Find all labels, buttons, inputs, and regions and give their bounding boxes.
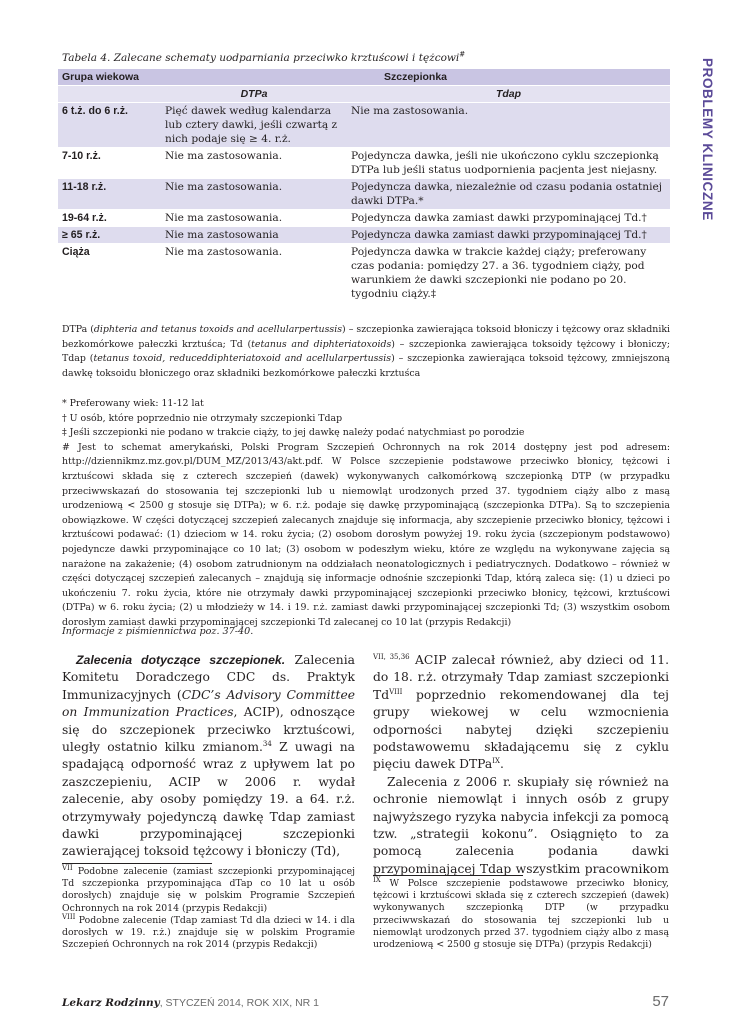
article-column-right: $^{VII, 35,36}$ ACIP zalecał również, aby dzieci od 11. do 18. r.ż. otrzymały Tdap zamiast szczepionki $Td^{VIII}$ poprzednio rekomendowanej dla tej grupy wiekowej w celu wzmocnienia odporności nabytej dzięki szczepieniu podstawowemu składającemu się z cyklu pięciu dawek DTPa$^{IX}$. Zalecenia z 2006 r. skupiały się również na ochronie niemowląt i innych osób z grupy najwyższego ryzyka nabycia infekcji za pomocą tzw. „strategii kokonu”. Osiągnięto to za pomocą zalecenia podania dawki przypominającej Tdap wszystkim pracownikom [373,652,669,876]
page-number: 57 [652,993,669,1010]
page-footer: Lekarz Rodzinny, STYCZEŃ 2014, ROK XIX, NR 1 [62,997,319,1009]
column-header-tdap: Tdap [347,86,670,102]
table-row: 19-64 r.ż. Nie ma zastosowania. Pojedyncza dawka zamiast dawki przypominającej Td.† [62,212,647,224]
section-title: PROBLEMY KLINICZNE [700,58,715,221]
footnotes-left: $^{VII}$ Podobne zalecenie (zamiast szczepionki przypominającej Td szczepionka przypominająca dTap co 10 lat u osób dorosłych) znajduje się w polskim Programie Szczepień Ochronnych na rok 2014 (przypis Redakcji) $^{VIII}$ Podobne zalecenie (Tdap zamiast Td dla dzieci w 14. i dla dorosłych w 19. r.ż.) znajduje się w polskim Programie Szczepień Ochronnych na rok 2014 (przypis Redakcji) [62,863,355,951]
table-note: ‡ Jeśli szczepionki nie podano w trakcie ciąży, to jej dawkę należy podać natychmiast po porodzie [62,427,525,439]
table-note: # Jest to schemat amerykański, Polski Program Szczepień Ochronnych na rok 2014 dostępny jest pod adresem: http://dziennikmz.mz.gov.pl/DUM_MZ/2013/43/akt.pdf. W Polsce szczepienie podstawowe przeciwko błonicy, tężcowi i krztuścowi składa się z czterech szczepień (dawek) wykonywanych całkomórkową szczepionką DTP (w przypadku przeciwwskazań do stosowania tej szczepionki lub u niemowląt urodzonych przed 37. tygodniem ciąży albo z masą urodzeniową < 2500 g stosuje się DTPa); w 6. r.ż. podaje się dawkę przypominającą (szczepionka DTPa). Są to szczepienia obowiązkowe. W części dotyczącej szczepień zalecanych znajduje się informacja, aby szczepienie przeciwko błonicy, tężcowi i krztuścowi podawać: (1) dzieciom w 14. roku życia; (2) osobom dorosłym powyżej 19. roku życia (szczepionym podstawowo) pojedyncze dawki przypominające co 10 lat; (3) osobom w podeszłym wieku, które ze względu na wykonywane zajęcia są narażone na zakażenie; (4) osobom zatrudnionym na oddziałach neonatologicznych i pediatrycznych. Dodatkowo – również w części dotyczącej szczepień zalecanych – znajdują się informacje odnośnie szczepionki Tdap, którą zaleca się: (1) u dzieci po ukończeniu 7. roku życia, które nie otrzymały dawki przypominającej szczepionki przeciwko błonicy, tężcowi, krztuścowi (DTPa) w 6. roku życia; (2) u młodzieży w 14. i 19. r.ż. zamiast dawki przypominającej szczepionki Td; (3) wszystkim osobom dorosłym zamiast dawki przypominającej szczepionki Td zalecanej co 10 lat (przypis Redakcji) [62,441,670,628]
abbreviation-definitions: DTPa (diphteria and tetanus toxoids and acellularpertussis) – szczepionka zawierająca toksoid błoniczy i tężcowy oraz składniki bezkomórkowe pałeczki krztuśca; Td (tetanus and diphteriatoxoids) – szczepionka zawierająca toksoidy tężcowy i błoniczy; Tdap (tetanus toxoid, reduceddiphteriatoxoid and acellularpertussis) – szczepionka zawierająca toksoid tężcowy, zmniejszoną dawkę toksoidu błoniczego oraz składniki bezkomórkowe pałeczki krztuśca [62,324,671,379]
column-header-vaccine: Szczepionka [161,69,670,85]
column-header-age-group: Grupa wiekowa [58,69,161,85]
table-row: ≥ 65 r.ż. Nie ma zastosowania Pojedyncza dawka zamiast dawki przypominającej Td.† [58,227,670,243]
table-row: 11-18 r.ż. Nie ma zastosowania. Pojedyncza dawka, niezależnie od czasu podania ostatniej dawki DTPa.* [58,179,670,209]
table-source: Informacje z piśmiennictwa poz. 37-40. [62,626,254,637]
section-heading: Zalecenia dotyczące szczepionek. [76,653,286,667]
table-footnotes [62,397,670,631]
table-row: 6 t.ż. do 6 r.ż. Pięć dawek według kalendarza lub cztery dawki, jeśli czwartą z nich podaje się ≥ 4. r.ż. Nie ma zastosowania. [58,103,670,147]
table-note: † U osób, które poprzednio nie otrzymały szczepionki Tdap [62,412,343,424]
footnote-right: $^{IX}$ W Polsce szczepienie podstawowe przeciwko błonicy, tężcowi i krztuścowi składa się z czterech szczepień (dawek) wykonywanych szczepionką DTP (w przypadku przeciwwskazań do stosowania tej szczepionki lub u niemowląt urodzonych przed 37. tygodniem ciąży albo z masą urodzeniową < 2500 g stosuje się DTPa) (przypis Redakcji) [373,875,669,951]
table-caption: Tabela 4. Zalecane schematy uodparniania przeciwko krztuścowi i tężcowi# [62,50,466,64]
table-row: 7-10 r.ż. Nie ma zastosowania. Pojedyncza dawka, jeśli nie ukończono cyklu szczepionką DTPa lub jeśli status uodpornienia pacjenta jest niejasny. [62,150,659,176]
vaccination-schedule-table [58,68,670,303]
table-row: Ciąża Nie ma zastosowania. Pojedyncza dawka w trakcie każdej ciąży; preferowany czas podania: pomiędzy 27. a 36. tygodniem ciąży, pod warunkiem że dawki szczepionki nie podano po 20. tygodniu ciąży.‡ [62,246,647,300]
column-header-dtpa: DTPa [161,86,347,102]
table-note: * Preferowany wiek: 11-12 lat [62,398,204,409]
article-column-left: Zalecenia dotyczące szczepionek. Zalecenia Komitetu Doradczego CDC ds. Praktyk Immunizacyjnych (CDC’s Advisory Committee on Immunization Practices, ACIP), odnoszące się do szczepionek przeciwko krztuścowi, uległy ostatnio kilku zmianom.$^{34}$ Z uwagi na spadającą odporność wraz z upływem lat po zaszczepieniu, ACIP w 2006 r. wydał zalecenie, aby osoby pomiędzy 19. a 64. r.ż. otrzymywały pojedynczą dawkę Tdap zamiast dawki przypominającej szczepionki zawierającej toksoid tężcowy i błoniczy (Td), [62,653,355,859]
